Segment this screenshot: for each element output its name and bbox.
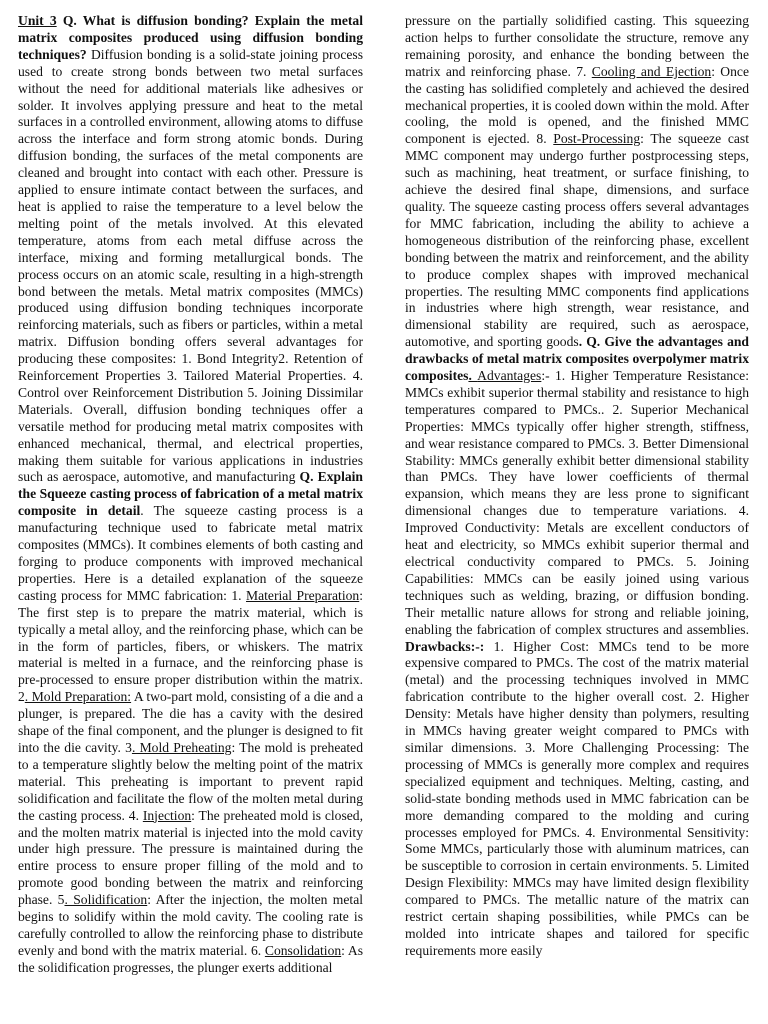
text-run: :- 1. Higher Temperature Resistance: MMCs exhibit superior thermal stability and resistance to high temperatures compared to PMCs.. 2. Superior Mechanical Properties: MMCs typically offer higher strength, stiffness, and wear resistance compared to PMCs. 3. Better Dimensional Stability: MMCs generally exhibit better dimensional stability than PMCs. They have lower coefficients of thermal expansion, which means they are less prone to significant dimensional changes due to temperature variations. 4. Improved Conductivity: Metals are excellent conductors of heat and electricity, so MMCs exhibit superior thermal and electrical conductivity compared to PMCs. 5. Joining Capabilities: MMCs can be easily joined using various techniques such as welding, brazing, or diffusion bonding. Their metallic nature allows for strong and reliable joining, enabling the fabrication of complex structures and assemblies. xyxy=(405,368,749,637)
text-run: Cooling and Ejection xyxy=(591,63,712,79)
text-run: Q. Explain the Squeeze casting process of fabrication of a metal matrix composite in detail xyxy=(18,469,363,519)
text-run: Post-Processing xyxy=(553,131,641,147)
text-run: : After the injection, the molten metal begins to solidify within the mold cavity. The cooling rate is carefully controlled to allow the reinforcing phase to distribute evenly and bond with the matrix material. 6. xyxy=(18,892,363,958)
right-column-text xyxy=(405,13,749,960)
text-run: : The squeeze cast MMC component may undergo further postprocessing steps, such as machining, heat treatment, or surface finishing, to achieve the desired final shape, dimensions, and surface quality. The squeeze casting process offers several advantages for MMC fabrication, including the ability to achieve a homogeneous distribution of the reinforcing phase, excellent bonding between the matrix and reinforcement, and the ability to produce complex shapes with improved mechanical properties. The resulting MMC components find applications in industries where high strength, wear resistance, and dimensional stability are required, such as aerospace, automotive, and sporting goods xyxy=(405,131,749,350)
text-run: Consolidation xyxy=(264,942,342,958)
text-run: Injection xyxy=(142,807,192,823)
text-run: Unit 3 xyxy=(18,13,57,28)
text-run: Material Preparation xyxy=(246,587,360,603)
text-run: . Q. Give the advantages and drawbacks of metal matrix composites overpolymer matrix composites xyxy=(405,334,749,384)
left-column xyxy=(18,13,363,977)
left-column-text xyxy=(18,13,363,977)
text-run: Diffusion bonding is a solid-state joining process used to create strong bonds between two metal surfaces without the need for additional materials like adhesives or solder. It involves applying pressure and heat to the metal surfaces in a controlled environment, allowing atoms to diffuse across the interface and form strong atomic bonds. During diffusion bonding, the surfaces of the metal components are cleaned and brought into contact with each other. Pressure is applied to ensure intimate contact between the surfaces, and heat is applied to raise the temperature to a level below the melting point of the metals involved. At this elevated temperature, atoms from each metal diffuse across the interface, mixing and forming metallurgical bonds. The process occurs on an atomic scale, resulting in a high-strength bond between the metals. Metal matrix composites (MMCs) produced using diffusion bonding techniques incorporate reinforcing materials, such as fibers or particles, within a metal matrix. Diffusion bonding offers several advantages for producing these composites: 1. Bond Integrity2. Retention of Reinforcement Properties 3. Tailored Material Properties. 4. Control over Reinforcement Distribution 5. Joining Dissimilar Materials. Overall, diffusion bonding techniques offer a versatile method for producing metal matrix composites with enhanced mechanical, thermal, and electrical properties, making them suitable for various applications in industries such as aerospace, automotive, and manufacturing xyxy=(18,46,363,485)
text-run: : Once the casting has solidified completely and achieved the desired mechanical properties, it is cooled down within the mold. After cooling, the mold is opened, and the finished MMC component is ejected. 8. xyxy=(405,63,749,147)
text-run: 1. Higher Cost: MMCs tend to be more expensive compared to PMCs. The cost of the matrix material (metal) and the processing techniques involved in MMC fabrication contribute to the higher overall cost. 2. Higher Density: Metals have higher density than polymers, resulting in MMCs having greater weight compared to PMCs with similar dimensions. 3. More Challenging Processing: The processing of MMCs is generally more complex and requires specialized equipment and techniques. Melting, casting, and solid-state bonding methods used in MMC fabrication can be more demanding compared to the molding and curing processes employed for PMCs. 4. Environmental Sensitivity: Some MMCs, particularly those with aluminum matrices, can be susceptible to corrosion in certain environments. 5. Limited Design Flexibility: MMCs may have limited design flexibility compared to PMCs. The metallic nature of the matrix can restrict certain shaping possibilities, while PMCs can be molded into intricate shapes and tailored for specific requirements more easily xyxy=(405,638,749,958)
text-run: . The squeeze casting process is a manufacturing technique used to fabricate metal matrix composites (MMCs). It combines elements of both casting and forging to produce components with improved mechanical properties. Here is a detailed explanation of the squeeze casting process for MMC fabrication: 1. xyxy=(18,503,363,603)
text-run: Advantages xyxy=(477,368,542,384)
text-run: : The first step is to prepare the matrix material, which is typically a metal alloy, and the reinforcing phase, which can be in the form of particles, fibers, or whiskers. The matrix material is melted in a furnace, and the reinforcing phase is pre-processed to ensure proper distribution within the matrix. 2 xyxy=(18,587,363,705)
text-run: Q. What is diffusion bonding? Explain the metal matrix composites produced using diffusion bonding techniques? xyxy=(18,13,363,62)
text-run: : The mold is preheated to a temperature slightly below the melting point of the matrix material. This preheating is important to prevent rapid solidification and facilitate the flow of the molten metal during the casting process. 4. xyxy=(18,739,363,823)
text-run: A two-part mold, consisting of a die and a plunger, is prepared. The die has a cavity with the desired shape of the final component, and the plunger is designed to fit into the die cavity. 3 xyxy=(18,689,363,755)
text-run: Drawbacks:-: xyxy=(405,638,485,654)
text-run: : The preheated mold is closed, and the molten matrix material is injected into the mold cavity under high pressure. The pressure is maintained during the entire process to ensure proper filling of the mold and to promote good bonding between the matrix and reinforcing phase. 5 xyxy=(18,807,363,908)
text-run: . Mold Preparation: xyxy=(24,689,132,705)
text-run: : As the solidification progresses, the plunger exerts additional xyxy=(18,942,363,975)
text-run: . Solidification xyxy=(64,892,148,908)
text-run: . Mold Preheating xyxy=(131,739,232,755)
text-run: . xyxy=(468,368,478,384)
text-run: pressure on the partially solidified casting. This squeezing action helps to further consolidate the structure, remove any remaining porosity, and enhance the bonding between the matrix and reinforcing phase. 7. xyxy=(405,13,749,79)
right-column xyxy=(405,13,749,960)
